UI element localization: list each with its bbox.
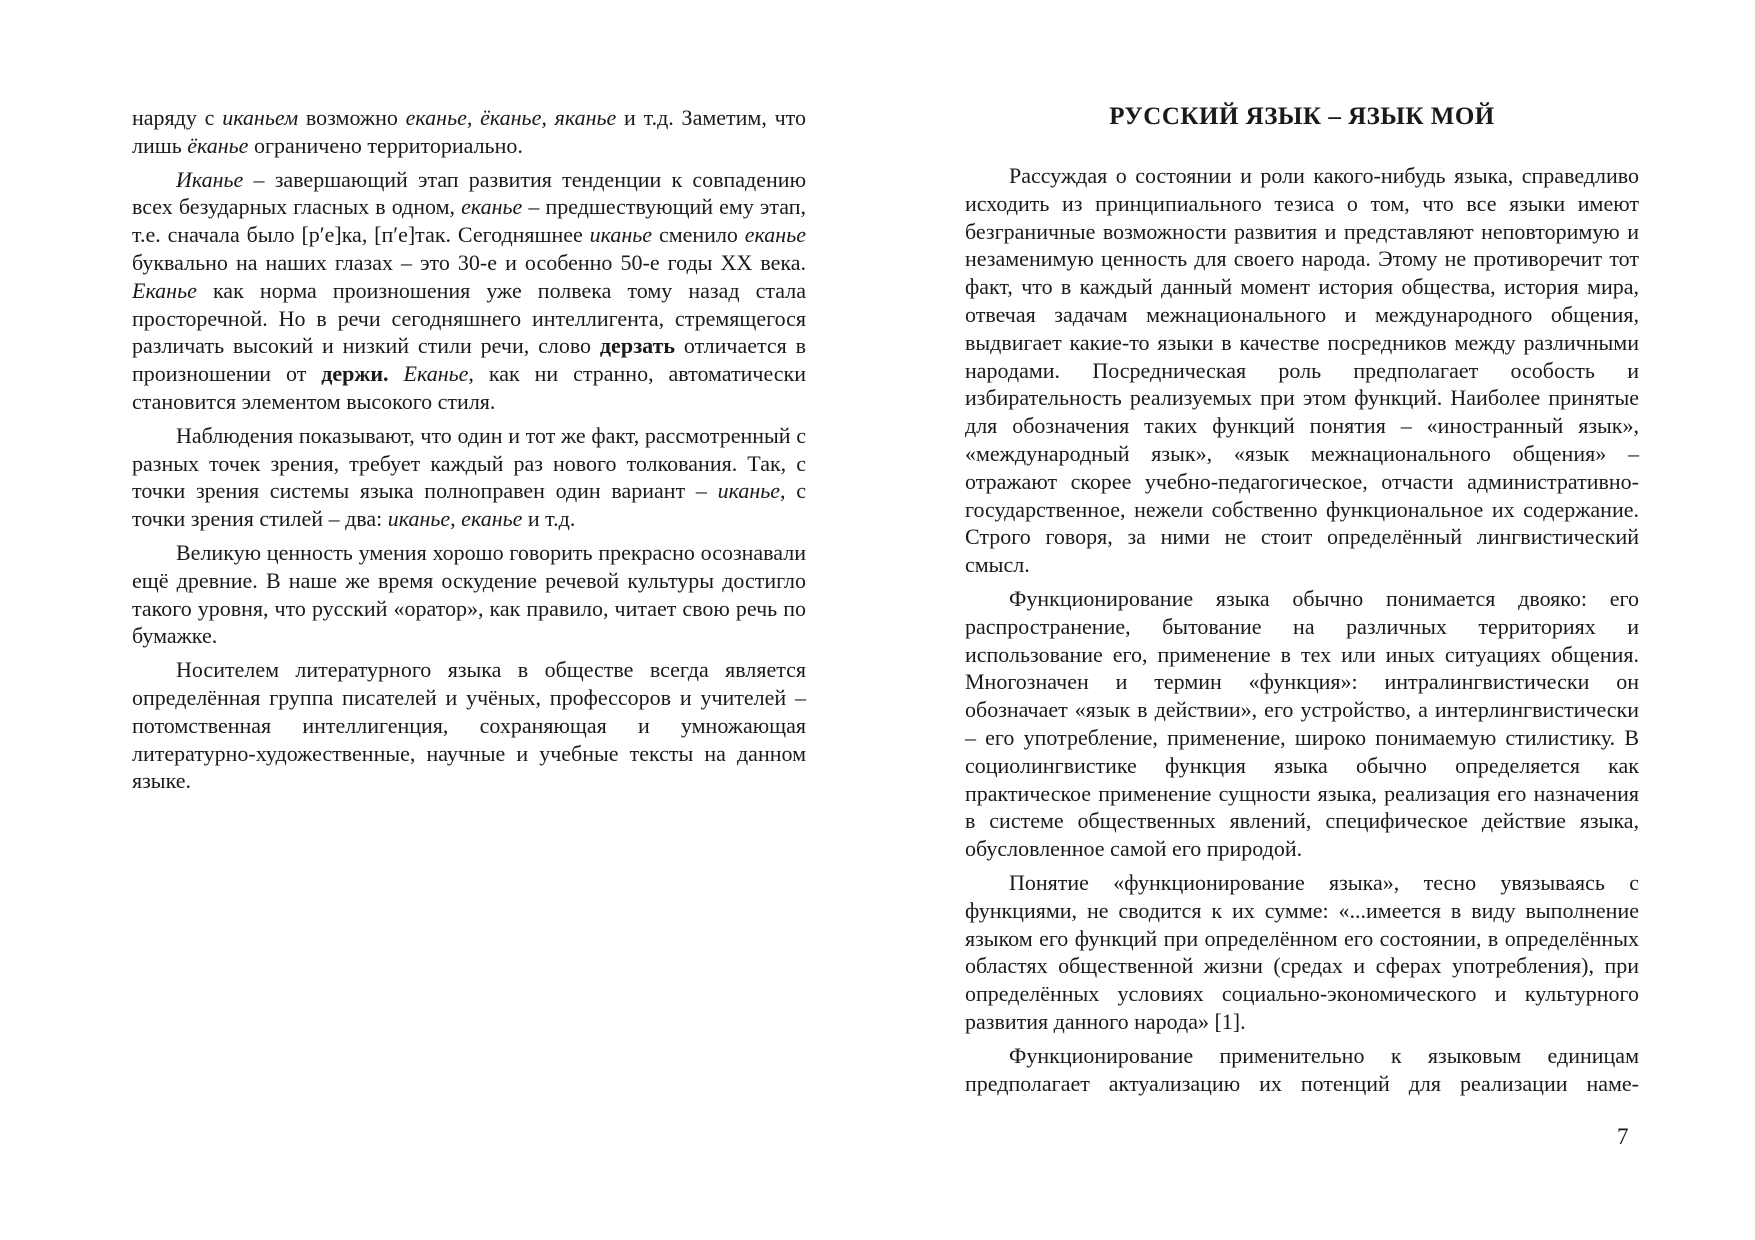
left-page [0,0,877,1240]
left-paragraph-3: Наблюдения показывают, что один и тот же факт, рассмотренный с разных точек зрения, требует каждый раз нового толкования. Так, с точки зрения системы языка полноправен один вариант – иканье, с точки зрения стилей – два: иканье, еканье и т.д. [132,422,806,532]
right-page [877,0,1755,1240]
right-paragraph-2: Функционирование языка обычно понимается двояко: его распространение, бытование на различных территориях и использование его, применение в тех или иных ситуациях общения. Многозначен и термин «функция»: интралингвистически он обозначает «язык в действии», его устройство, а интерлингвистически – его употребление, применение, широко понимаемую стилистику. В социолингвистике функция языка обычно определяется как практическое применение сущности языка, реализация его назначения в системе общественных явлений, специфическое действие языка, обусловленное самой его природой. [965,585,1639,862]
left-paragraph-5: Носителем литературного языка в обществе всегда является определённая группа писателей и учёных, профессоров и учителей – потомственная интеллигенция, сохраняющая и умножающая литературно-художественные, научные и учебные тексты на данном языке. [132,657,806,794]
page-number: 7 [1617,1124,1629,1149]
right-paragraph-4: Функционирование применительно к языковым единицам предполагает актуализацию их потенций для реализации наме- [965,1042,1639,1096]
left-paragraph-4: Великую ценность умения хорошо говорить прекрасно осознавали ещё древние. В наше же время оскудение речевой культуры достигло такого уровня, что русский «оратор», как правило, читает свою речь по бумажке. [132,539,806,649]
left-text-column [132,104,806,801]
chapter-heading: РУССКИЙ ЯЗЫК – ЯЗЫК МОЙ [1109,103,1495,130]
left-paragraph-1: наряду с иканьем возможно еканье, ёканье, яканье и т.д. Заметим, что лишь ёканье ограничено территориально. [132,105,806,158]
right-paragraph-1: Рассуждая о состоянии и роли какого-нибудь языка, справедливо исходить из принципиального тезиса о том, что все языки имеют безграничные возможности развития и представляют неповторимую и незаменимую ценность для своего народа. Этому не противоречит тот факт, что в каждый данный момент история общества, история мира, отвечая задачам межнационального и международного общения, выдвигает какие-то языки в качестве посредников между различными народами. Посредническая роль предполагает особость и избирательность реализуемых при этом функций. Наиболее принятые для обозначения таких функций понятия – «иностранный язык», «международный язык», «язык межнационального общения» – отражают скорее учебно-педагогическое, отчасти административно-государственное, нежели собственно функциональное их содержание. Строго говоря, за ними не стоит определённый лингвистический смысл. [965,163,1639,578]
left-paragraph-2: Иканье – завершающий этап развития тенденции к совпадению всех безударных гласных в одном, еканье – предшествующий ему этап, т.е. сначала было [р′е]ка, [п′е]так. Сегодняшнее иканье сменило еканье буквально на наших глазах – это 30-е и особенно 50-е годы XX века. Еканье как норма произношения уже полвека тому назад стала просторечной. Но в речи сегодняшнего интеллигента, стремящегося различать высокий и низкий стили речи, слово дерзать отличается в произношении от держи. Еканье, как ни странно, автоматически становится элементом высокого стиля. [132,166,807,414]
right-paragraph-3: Понятие «функционирование языка», тесно увязываясь с функциями, не сводится к их сумме: «...имеется в виду выполнение языком его функций при определённом его состоянии, в определённых областях общественной жизни (средах и сферах употребления), при определённых условиях социально-экономического и культурного развития данного народа» [1]. [965,869,1639,1034]
right-text-column [965,162,1639,1103]
